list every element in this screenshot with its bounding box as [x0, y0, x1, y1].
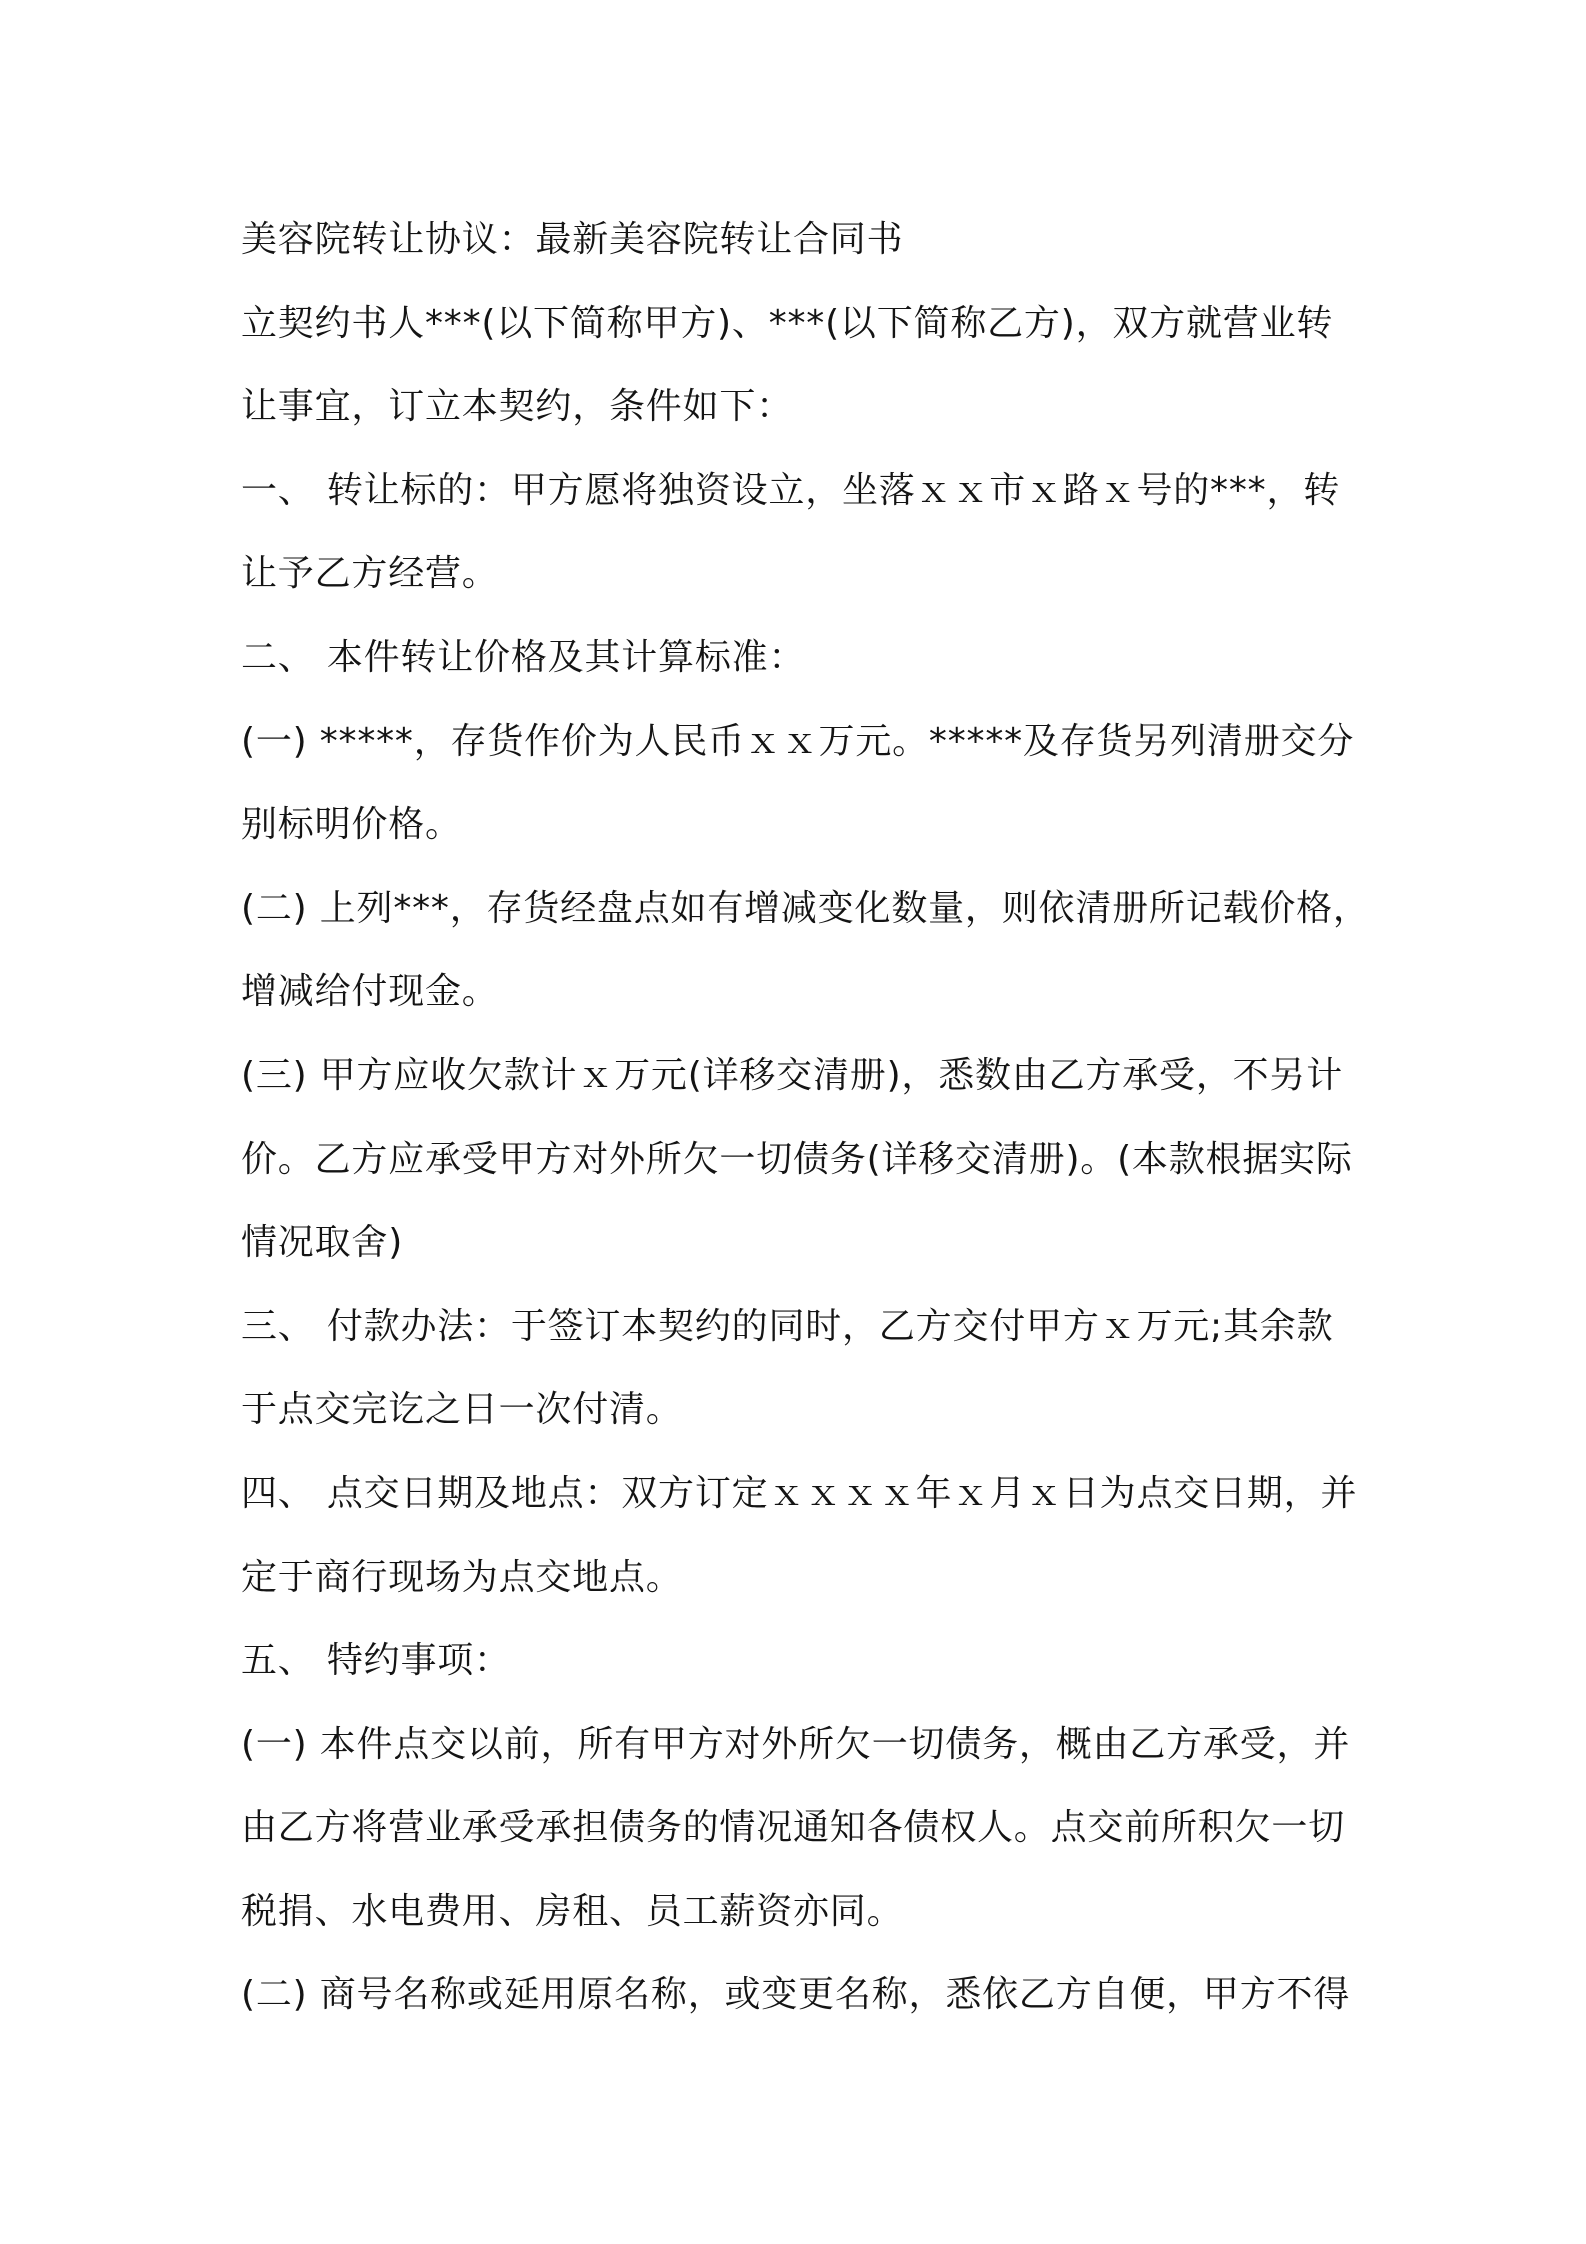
text-line: (二) 上列***，存货经盘点如有增减变化数量，则依清册所记载价格， [241, 887, 1370, 929]
text-line: (三) 甲方应收欠款计ｘ万元(详移交清册)，悉数由乙方承受，不另计 [241, 1054, 1344, 1096]
text-line: 让事宜，订立本契约，条件如下： [241, 386, 794, 428]
text-line: 别标明价格。 [241, 804, 462, 846]
text-line: 立契约书人***(以下简称甲方)、***(以下简称乙方)，双方就营业转 [241, 302, 1334, 344]
text-line: 于点交完讫之日一次付清。 [241, 1389, 683, 1431]
text-line: (二) 商号名称或延用原名称，或变更名称，悉依乙方自便，甲方不得 [241, 1974, 1351, 2016]
document-title: 美容院转让协议：最新美容院转让合同书 [241, 219, 904, 260]
text-line: 增减给付现金。 [241, 971, 499, 1013]
text-line: 税捐、水电费用、房租、员工薪资亦同。 [241, 1890, 904, 1932]
text-line: 价。乙方应承受甲方对外所欠一切债务(详移交清册)。(本款根据实际 [241, 1138, 1353, 1180]
text-line: 四、 点交日期及地点：双方订定ｘｘｘｘ年ｘ月ｘ日为点交日期，并 [241, 1472, 1358, 1514]
text-line: 一、 转让标的：甲方愿将独资设立，坐落ｘｘ市ｘ路ｘ号的***，转 [241, 469, 1341, 511]
text-line: 情况取舍) [241, 1222, 404, 1264]
text-line: (一) 本件点交以前，所有甲方对外所欠一切债务，概由乙方承受，并 [241, 1723, 1351, 1765]
text-line: 由乙方将营业承受承担债务的情况通知各债权人。点交前所积欠一切 [241, 1807, 1346, 1849]
text-line: 二、 本件转让价格及其计算标准： [241, 636, 806, 678]
text-line: 三、 付款办法：于签订本契约的同时，乙方交付甲方ｘ万元;其余款 [241, 1305, 1334, 1347]
text-line: 定于商行现场为点交地点。 [241, 1556, 683, 1598]
text-line: 五、 特约事项： [241, 1640, 511, 1682]
document-body [241, 198, 1370, 2037]
text-line: 让予乙方经营。 [241, 553, 499, 595]
text-line: (一) *****，存货作价为人民币ｘｘ万元。*****及存货另列清册交分 [241, 720, 1355, 762]
